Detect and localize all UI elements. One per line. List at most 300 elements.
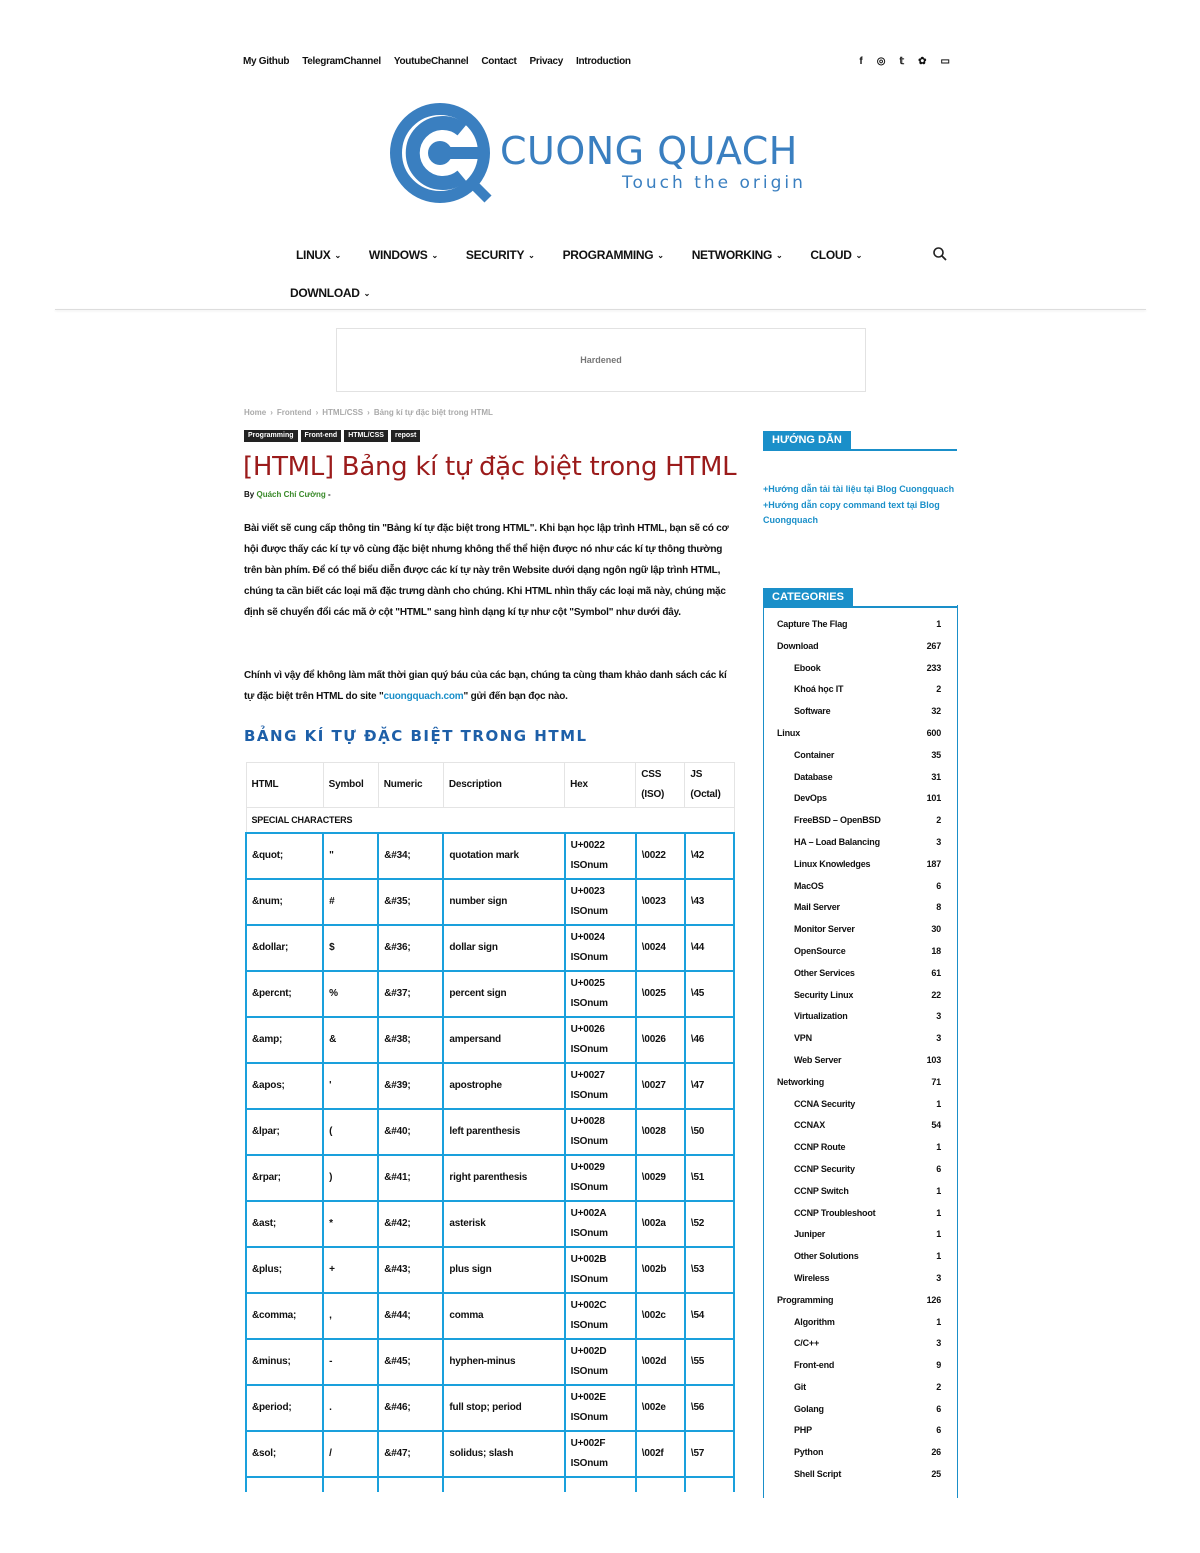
category-count: 8 bbox=[936, 902, 941, 913]
table-cell: \0025 bbox=[636, 971, 685, 1017]
table-cell: &#34; bbox=[378, 833, 443, 879]
category-item[interactable] bbox=[777, 1229, 941, 1251]
category-count: 2 bbox=[936, 1381, 941, 1392]
category-name[interactable]: Programming bbox=[777, 1294, 834, 1305]
table-row bbox=[246, 1385, 734, 1431]
category-item[interactable] bbox=[777, 1099, 941, 1121]
category-name[interactable]: Monitor Server bbox=[794, 924, 855, 935]
table-cell: \55 bbox=[685, 1339, 734, 1385]
nav-item-label: CLOUD bbox=[810, 248, 852, 262]
category-count: 6 bbox=[936, 880, 941, 891]
table-cell: U+0025 ISOnum bbox=[565, 971, 636, 1017]
special-characters-table bbox=[245, 762, 735, 1492]
table-cell: U+0029 ISOnum bbox=[565, 1155, 636, 1201]
category-item[interactable] bbox=[777, 1360, 941, 1382]
youtube-icon[interactable]: ▭ bbox=[940, 56, 950, 67]
table-cell: \43 bbox=[685, 879, 734, 925]
category-name[interactable]: Shell Script bbox=[794, 1469, 842, 1480]
category-name[interactable]: HA – Load Balancing bbox=[794, 836, 880, 847]
table-cell: hyphen-minus bbox=[443, 1339, 564, 1385]
category-count: 30 bbox=[931, 924, 941, 935]
table-row bbox=[246, 833, 734, 879]
category-name[interactable]: CCNP Route bbox=[794, 1142, 846, 1153]
table-cell: U+0027 ISOnum bbox=[565, 1063, 636, 1109]
category-name[interactable]: CCNP Switch bbox=[794, 1185, 849, 1196]
table-cell: \51 bbox=[685, 1155, 734, 1201]
category-name[interactable]: VPN bbox=[794, 1033, 812, 1044]
category-count: 267 bbox=[926, 640, 941, 651]
table-cell: # bbox=[323, 879, 378, 925]
table-cell: \42 bbox=[685, 833, 734, 879]
table-cell: \0026 bbox=[636, 1017, 685, 1063]
breadcrumb-separator-icon: › bbox=[270, 408, 273, 417]
category-name[interactable]: Networking bbox=[777, 1076, 825, 1087]
category-name[interactable]: CCNP Troubleshoot bbox=[794, 1207, 876, 1218]
category-name[interactable]: Capture The Flag bbox=[777, 619, 848, 629]
table-cell: - bbox=[323, 1339, 378, 1385]
category-item[interactable] bbox=[777, 859, 941, 881]
second-paragraph bbox=[244, 665, 734, 707]
category-item[interactable] bbox=[777, 1055, 941, 1077]
nav-item-label: NETWORKING bbox=[691, 248, 773, 262]
category-name[interactable]: Git bbox=[794, 1381, 806, 1392]
table-cell: \002d bbox=[636, 1339, 685, 1385]
breadcrumb-item[interactable]: Home bbox=[244, 408, 267, 417]
ad-box bbox=[336, 328, 866, 392]
category-item[interactable] bbox=[777, 1317, 941, 1339]
table-cell: U+0026 ISOnum bbox=[565, 1017, 636, 1063]
ad-text: Hardened bbox=[580, 355, 622, 365]
category-count: 600 bbox=[926, 727, 941, 738]
category-name[interactable]: C/C++ bbox=[794, 1338, 820, 1349]
table-cell: U+0022 ISOnum bbox=[565, 833, 636, 879]
category-count: 6 bbox=[936, 1425, 941, 1436]
table-cell: &percnt; bbox=[246, 971, 323, 1017]
category-item[interactable] bbox=[777, 1425, 941, 1447]
category-count: 1 bbox=[936, 1316, 941, 1327]
table-cell: &dollar; bbox=[246, 925, 323, 971]
chevron-down-icon: ⌄ bbox=[334, 250, 341, 260]
category-item[interactable] bbox=[777, 924, 941, 946]
table-row bbox=[246, 1017, 734, 1063]
instagram-icon[interactable]: ◎ bbox=[876, 56, 886, 67]
table-cell: &#35; bbox=[378, 879, 443, 925]
table-cell: percent sign bbox=[443, 971, 564, 1017]
table-cell: \002a bbox=[636, 1201, 685, 1247]
category-item[interactable] bbox=[777, 641, 941, 663]
byline-suffix: - bbox=[327, 490, 331, 499]
logo-mark-icon bbox=[390, 103, 496, 203]
table-row bbox=[246, 1247, 734, 1293]
table-cell: \52 bbox=[685, 1201, 734, 1247]
table-cell: \0029 bbox=[636, 1155, 685, 1201]
category-item[interactable] bbox=[777, 728, 941, 750]
category-count: 1 bbox=[936, 1098, 941, 1109]
guide-link[interactable]: Hướng dẫn tải tài liệu tại Blog Cuongquach bbox=[768, 484, 955, 494]
category-count: 26 bbox=[931, 1447, 941, 1458]
category-name[interactable]: Golang bbox=[794, 1403, 824, 1414]
guides-title: HƯỚNG DẪN bbox=[763, 431, 851, 449]
byline bbox=[244, 490, 331, 499]
header-divider bbox=[55, 309, 1146, 310]
column-header: JS (Octal) bbox=[685, 763, 734, 808]
table-cell: \0023 bbox=[636, 879, 685, 925]
category-name[interactable]: DevOps bbox=[794, 793, 827, 804]
table-cell: \50 bbox=[685, 1109, 734, 1155]
category-name[interactable]: Linux bbox=[777, 727, 800, 738]
breadcrumb-item[interactable]: Frontend bbox=[276, 408, 312, 417]
top-link[interactable]: Privacy bbox=[529, 56, 563, 67]
para2-before: Chính vì vậy để không làm mất thời gian quý báu của các bạn, chúng ta cùng tham khảo danh sách các kí tự đặc biệt trên HTML do site " bbox=[244, 670, 727, 702]
category-item[interactable] bbox=[777, 1447, 941, 1469]
guide-item[interactable] bbox=[763, 482, 957, 497]
category-name[interactable]: Other Services bbox=[794, 967, 855, 978]
table-cell: \46 bbox=[685, 1017, 734, 1063]
category-item[interactable] bbox=[777, 1251, 941, 1273]
category-item[interactable] bbox=[777, 793, 941, 815]
table-cell: full stop; period bbox=[443, 1385, 564, 1431]
column-header: CSS (ISO) bbox=[636, 763, 685, 808]
category-name[interactable]: Ebook bbox=[794, 662, 821, 673]
table-cell: \002c bbox=[636, 1293, 685, 1339]
table-row bbox=[246, 1063, 734, 1109]
nav-item-label: PROGRAMMING bbox=[562, 248, 654, 262]
breadcrumb bbox=[244, 408, 493, 417]
table-row bbox=[246, 925, 734, 971]
author-link[interactable]: Quách Chí Cường bbox=[256, 490, 326, 499]
table-cell: U+002C ISOnum bbox=[565, 1293, 636, 1339]
column-header: HTML bbox=[246, 763, 323, 808]
table-row bbox=[246, 879, 734, 925]
table-cell: \002f bbox=[636, 1431, 685, 1477]
table-cell: * bbox=[323, 1201, 378, 1247]
plus-icon: + bbox=[763, 484, 769, 494]
logo-tagline: Touch the origin bbox=[622, 173, 806, 193]
category-count: 3 bbox=[936, 1033, 941, 1044]
guides-widget-header bbox=[763, 430, 957, 451]
table-cell-empty bbox=[636, 1477, 685, 1492]
table-cell: number sign bbox=[443, 879, 564, 925]
table-cell: U+002D ISOnum bbox=[565, 1339, 636, 1385]
category-item[interactable] bbox=[777, 663, 941, 685]
post-title: [HTML] Bảng kí tự đặc biệt trong HTML bbox=[243, 452, 737, 482]
category-item[interactable] bbox=[777, 815, 941, 837]
category-item[interactable] bbox=[777, 1382, 941, 1404]
nav-item[interactable] bbox=[692, 248, 783, 262]
category-item[interactable] bbox=[777, 946, 941, 968]
search-icon[interactable] bbox=[932, 246, 948, 262]
category-count: 1 bbox=[936, 1229, 941, 1240]
categories-list bbox=[777, 619, 941, 1491]
table-cell: &#43; bbox=[378, 1247, 443, 1293]
category-name[interactable]: Database bbox=[794, 771, 833, 782]
category-count: 1 bbox=[936, 1207, 941, 1218]
table-cell: &#44; bbox=[378, 1293, 443, 1339]
category-name[interactable]: Virtualization bbox=[794, 1011, 848, 1022]
table-cell-empty bbox=[323, 1477, 378, 1492]
table-row-partial bbox=[246, 1477, 734, 1492]
site-link[interactable]: cuongquach.com bbox=[383, 691, 464, 702]
category-item[interactable] bbox=[777, 1011, 941, 1033]
logo-title: CUONG QUACH bbox=[500, 129, 798, 173]
category-name[interactable]: Security Linux bbox=[794, 989, 854, 1000]
table-cell: \002e bbox=[636, 1385, 685, 1431]
table-cell-empty bbox=[565, 1477, 636, 1492]
column-header: Symbol bbox=[323, 763, 378, 808]
category-count: 22 bbox=[931, 989, 941, 1000]
category-item[interactable] bbox=[777, 772, 941, 794]
table-cell: , bbox=[323, 1293, 378, 1339]
facebook-icon[interactable]: f bbox=[859, 56, 863, 67]
nav-item[interactable] bbox=[563, 248, 664, 262]
table-cell: &apos; bbox=[246, 1063, 323, 1109]
table-cell: &#36; bbox=[378, 925, 443, 971]
guide-link[interactable]: Hướng dẫn copy command text tại Blog Cuongquach bbox=[763, 500, 940, 525]
category-item[interactable] bbox=[777, 1186, 941, 1208]
site-logo[interactable] bbox=[390, 103, 810, 203]
table-cell: plus sign bbox=[443, 1247, 564, 1293]
category-name[interactable]: PHP bbox=[794, 1425, 812, 1436]
category-item[interactable] bbox=[777, 619, 941, 641]
table-cell: &rpar; bbox=[246, 1155, 323, 1201]
table-cell: ampersand bbox=[443, 1017, 564, 1063]
table-cell: &lpar; bbox=[246, 1109, 323, 1155]
category-name[interactable]: MacOS bbox=[794, 880, 824, 891]
breadcrumb-separator-icon: › bbox=[367, 408, 370, 417]
category-name[interactable]: Mail Server bbox=[794, 902, 840, 913]
nav-row-1 bbox=[296, 246, 862, 264]
category-name[interactable]: Python bbox=[794, 1447, 824, 1458]
chevron-down-icon: ⌄ bbox=[776, 250, 783, 260]
category-count: 3 bbox=[936, 1338, 941, 1349]
category-name[interactable]: Web Server bbox=[794, 1054, 842, 1065]
breadcrumb-item[interactable]: HTML/CSS bbox=[322, 408, 364, 417]
chevron-down-icon: ⌄ bbox=[528, 250, 535, 260]
category-name[interactable]: CCNA Security bbox=[794, 1098, 856, 1109]
column-header: Description bbox=[443, 763, 564, 808]
category-item[interactable] bbox=[777, 837, 941, 859]
nav-item[interactable] bbox=[369, 248, 438, 262]
category-name[interactable]: Khoá học IT bbox=[794, 684, 844, 695]
table-cell: &#41; bbox=[378, 1155, 443, 1201]
nav-item-label: LINUX bbox=[296, 248, 331, 262]
table-cell: U+002B ISOnum bbox=[565, 1247, 636, 1293]
category-count: 3 bbox=[936, 836, 941, 847]
category-name[interactable]: Software bbox=[794, 706, 831, 717]
table-cell: / bbox=[323, 1431, 378, 1477]
post-tag[interactable]: repost bbox=[391, 430, 420, 442]
category-item[interactable] bbox=[777, 902, 941, 924]
category-count: 187 bbox=[926, 858, 941, 869]
category-count: 1 bbox=[936, 1185, 941, 1196]
category-item[interactable] bbox=[777, 706, 941, 728]
top-links bbox=[243, 56, 631, 67]
column-header: Hex bbox=[565, 763, 636, 808]
category-name[interactable]: Front-end bbox=[794, 1360, 835, 1371]
table-cell: \57 bbox=[685, 1431, 734, 1477]
category-count: 18 bbox=[931, 945, 941, 956]
breadcrumb-separator-icon: › bbox=[315, 408, 319, 417]
table-cell: &#46; bbox=[378, 1385, 443, 1431]
table-cell-empty bbox=[685, 1477, 734, 1492]
category-item[interactable] bbox=[777, 1142, 941, 1164]
table-cell: dollar sign bbox=[443, 925, 564, 971]
post-tags bbox=[244, 430, 420, 442]
table-cell: ( bbox=[323, 1109, 378, 1155]
category-item[interactable] bbox=[777, 684, 941, 706]
category-count: 6 bbox=[936, 1163, 941, 1174]
table-cell: U+0023 ISOnum bbox=[565, 879, 636, 925]
category-item[interactable] bbox=[777, 990, 941, 1012]
category-count: 31 bbox=[931, 771, 941, 782]
table-cell: &amp; bbox=[246, 1017, 323, 1063]
table-row bbox=[246, 1431, 734, 1477]
table-cell: \44 bbox=[685, 925, 734, 971]
category-item[interactable] bbox=[777, 1295, 941, 1317]
chevron-down-icon: ⌄ bbox=[657, 250, 664, 260]
table-cell: comma bbox=[443, 1293, 564, 1339]
category-count: 101 bbox=[926, 793, 941, 804]
table-cell: apostrophe bbox=[443, 1063, 564, 1109]
post-tag[interactable]: Front-end bbox=[301, 430, 342, 442]
category-name[interactable]: FreeBSD – OpenBSD bbox=[794, 815, 881, 826]
category-item[interactable] bbox=[777, 1077, 941, 1099]
category-count: 2 bbox=[936, 684, 941, 695]
byline-by: By bbox=[244, 490, 255, 499]
table-cell: quotation mark bbox=[443, 833, 564, 879]
table-cell: solidus; slash bbox=[443, 1431, 564, 1477]
category-name[interactable]: CCNP Security bbox=[794, 1163, 855, 1174]
table-cell-empty bbox=[246, 1477, 323, 1492]
category-item[interactable] bbox=[777, 750, 941, 772]
intro-paragraph: Bài viết sẽ cung cấp thông tin "Bảng kí tự đặc biệt trong HTML". Khi bạn học lập trình HTML, bạn sẽ có cơ hội được thấy các kí tự vô cùng đặc biệt nhưng không thể thể hiện được nó như các kí tự thông thường trên bàn phím. Để có thể biểu diễn được các kí tự này trên Website dưới dạng ngôn ngữ lập trình HTML, chúng ta cần biết các loại mã đặc trưng dành cho chúng. Khi HTML nhìn thấy các loại mã này, chúng mặc định sẽ chuyển đổi các mã ở cột "HTML" sang hình dạng kí tự như cột "Symbol" như dưới đây. bbox=[244, 523, 729, 618]
category-count: 54 bbox=[931, 1120, 941, 1131]
top-link[interactable]: Contact bbox=[481, 56, 517, 67]
category-count: 61 bbox=[931, 967, 941, 978]
top-link[interactable]: My Github bbox=[243, 56, 290, 67]
top-link[interactable]: YoutubeChannel bbox=[393, 56, 469, 67]
category-item[interactable] bbox=[777, 1404, 941, 1426]
category-item[interactable] bbox=[777, 1033, 941, 1055]
twitter-icon[interactable]: 𝕥 bbox=[899, 56, 905, 67]
table-row bbox=[246, 1293, 734, 1339]
post-tag[interactable]: Programming bbox=[244, 430, 298, 442]
category-item[interactable] bbox=[777, 1164, 941, 1186]
table-cell: U+002F ISOnum bbox=[565, 1431, 636, 1477]
category-item[interactable] bbox=[777, 1120, 941, 1142]
category-name[interactable]: OpenSource bbox=[794, 945, 846, 956]
table-cell: &#42; bbox=[378, 1201, 443, 1247]
category-item[interactable] bbox=[777, 881, 941, 903]
category-name[interactable]: Other Solutions bbox=[794, 1251, 859, 1262]
nav-row-2 bbox=[290, 284, 370, 302]
table-cell-empty bbox=[378, 1477, 443, 1492]
top-link[interactable]: Introduction bbox=[576, 56, 631, 67]
table-cell-empty bbox=[443, 1477, 564, 1492]
table-header-row bbox=[246, 763, 734, 808]
table-cell: U+0024 ISOnum bbox=[565, 925, 636, 971]
category-count: 126 bbox=[926, 1294, 941, 1305]
category-name[interactable]: Algorithm bbox=[794, 1316, 835, 1327]
category-name[interactable]: Juniper bbox=[794, 1229, 826, 1240]
table-cell: &#40; bbox=[378, 1109, 443, 1155]
category-item[interactable] bbox=[777, 1273, 941, 1295]
chevron-down-icon: ⌄ bbox=[855, 250, 862, 260]
table-cell: + bbox=[323, 1247, 378, 1293]
table-cell: . bbox=[323, 1385, 378, 1431]
category-count: 1 bbox=[936, 619, 941, 629]
guide-item[interactable] bbox=[763, 498, 957, 528]
category-count: 1 bbox=[936, 1251, 941, 1262]
table-cell: \56 bbox=[685, 1385, 734, 1431]
category-count: 25 bbox=[931, 1469, 941, 1480]
guides-list bbox=[763, 482, 957, 529]
table-cell: \45 bbox=[685, 971, 734, 1017]
nav-item[interactable] bbox=[296, 248, 341, 262]
category-count: 9 bbox=[936, 1360, 941, 1371]
category-item[interactable] bbox=[777, 1338, 941, 1360]
chevron-down-icon: ⌄ bbox=[431, 250, 438, 260]
table-cell: &#45; bbox=[378, 1339, 443, 1385]
nav-item[interactable] bbox=[810, 248, 862, 262]
category-item[interactable] bbox=[777, 1469, 941, 1491]
table-cell: \0027 bbox=[636, 1063, 685, 1109]
table-cell: U+002A ISOnum bbox=[565, 1201, 636, 1247]
table-cell: &plus; bbox=[246, 1247, 323, 1293]
table-cell: &comma; bbox=[246, 1293, 323, 1339]
category-name[interactable]: Linux Knowledges bbox=[794, 858, 871, 869]
category-count: 32 bbox=[931, 706, 941, 717]
table-cell: left parenthesis bbox=[443, 1109, 564, 1155]
table-cell: \0022 bbox=[636, 833, 685, 879]
nav-item[interactable] bbox=[290, 286, 370, 300]
category-count: 2 bbox=[936, 815, 941, 826]
category-count: 35 bbox=[931, 749, 941, 760]
category-name[interactable]: CCNAX bbox=[794, 1120, 826, 1131]
top-link[interactable]: TelegramChannel bbox=[302, 56, 381, 67]
category-name[interactable]: Container bbox=[794, 749, 835, 760]
table-cell: U+0028 ISOnum bbox=[565, 1109, 636, 1155]
category-item[interactable] bbox=[777, 1208, 941, 1230]
category-name[interactable]: Download bbox=[777, 640, 819, 651]
table-cell: ' bbox=[323, 1063, 378, 1109]
table-cell: \53 bbox=[685, 1247, 734, 1293]
table-row bbox=[246, 1201, 734, 1247]
github-icon[interactable]: ✿ bbox=[918, 56, 927, 67]
table-row bbox=[246, 1155, 734, 1201]
table-cell: \54 bbox=[685, 1293, 734, 1339]
section-heading: BẢNG KÍ TỰ ĐẶC BIỆT TRONG HTML bbox=[244, 727, 588, 745]
social-links bbox=[859, 56, 950, 67]
table-cell: \002b bbox=[636, 1247, 685, 1293]
category-count: 3 bbox=[936, 1272, 941, 1283]
table-cell: &#38; bbox=[378, 1017, 443, 1063]
nav-item-label: SECURITY bbox=[465, 248, 525, 262]
table-cell: " bbox=[323, 833, 378, 879]
para2-after: " gửi đến bạn đọc nào. bbox=[463, 691, 568, 702]
category-name[interactable]: Wireless bbox=[794, 1272, 830, 1283]
table-cell: $ bbox=[323, 925, 378, 971]
table-cell: &quot; bbox=[246, 833, 323, 879]
nav-item-label: DOWNLOAD bbox=[290, 286, 360, 300]
post-tag[interactable]: HTML/CSS bbox=[344, 430, 388, 442]
table-cell: \47 bbox=[685, 1063, 734, 1109]
top-bar bbox=[243, 56, 958, 74]
category-count: 71 bbox=[931, 1076, 941, 1087]
nav-item[interactable] bbox=[466, 248, 535, 262]
category-count: 233 bbox=[926, 662, 941, 673]
category-item[interactable] bbox=[777, 968, 941, 990]
